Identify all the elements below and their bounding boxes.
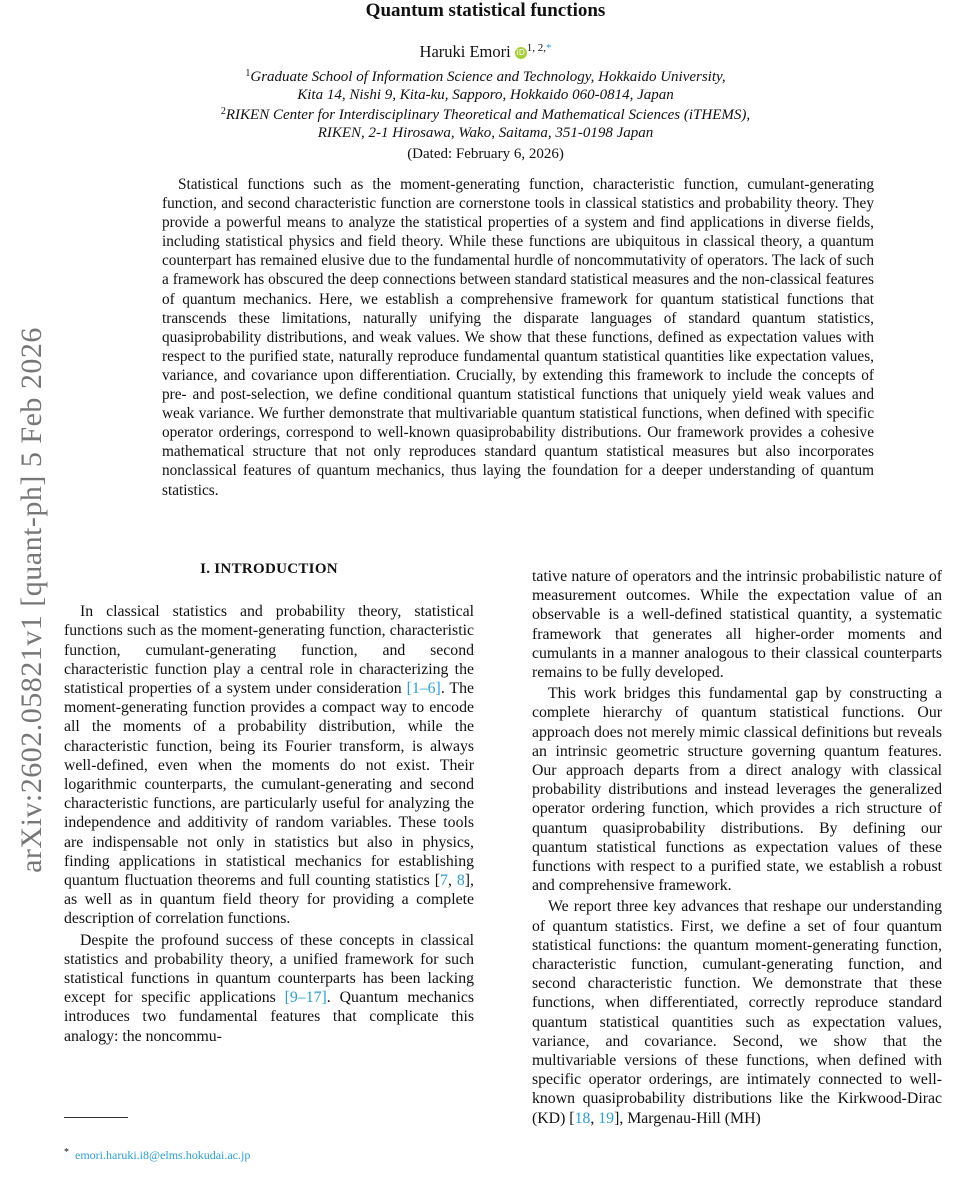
citation-link[interactable]: 7 bbox=[440, 872, 448, 890]
right-column bbox=[532, 567, 942, 1128]
citation-link[interactable]: [1–6] bbox=[406, 680, 441, 698]
author-name: Haruki Emori bbox=[419, 42, 511, 61]
author-footnote-link[interactable]: * bbox=[545, 42, 552, 54]
arxiv-identifier: arXiv:2602.05821v1 [quant-ph] 5 Feb 2026 bbox=[15, 327, 48, 873]
orcid-icon[interactable]: iD bbox=[516, 48, 525, 57]
affiliation-1-number: 1 bbox=[245, 68, 251, 79]
citation-link[interactable]: 18 bbox=[574, 1109, 591, 1127]
intro-paragraph-3: This work bridges this fundamental gap by constructing a complete hierarchy of quantum statistical functions. Our approach does not merely mimic classical definitions but reveals an intrinsic geometric structure governing quantum features. Our approach departs from a direct analogy with classical probability distributions and instead leverages the generalized operator ordering function, which provides a rich structure of quantum quasiprobability distributions. By defining our quantum statistical functions as expectation values of these functions with respect to a purified state, we establish a robust and comprehensive framework. bbox=[532, 685, 942, 895]
citation-link[interactable]: [9–17] bbox=[284, 989, 327, 1007]
affiliation-1-line-2: Kita 14, Nishi 9, Kita-ku, Sapporo, Hokkaido 060-0814, Japan bbox=[297, 87, 674, 103]
footnote-mark: * bbox=[64, 1147, 69, 1158]
intro-paragraph-2: Despite the profound success of these concepts in classical statistics and probability theory, a unified framework for such statistical functions in quantum counterparts has been lacking except for specific applications [9–17]. Quantum mechanics introduces two fundamental features that complicate this analogy: the noncommu- bbox=[64, 931, 474, 1045]
abstract: Statistical functions such as the moment-generating function, characteristic function, cumulant-generating function, and second characteristic function are cornerstone tools in classical statistics and probability theory. They provide a powerful means to analyze the statistical properties of a system and find applications in diverse fields, including statistical physics and field theory. While these functions are ubiquitous in classical theory, a quantum counterpart has remained elusive due to the fundamental hurdle of noncommutativity of operators. The lack of such a framework has obscured the deep connections between standard statistical measures and the non-classical features of quantum mechanics. Here, we establish a comprehensive framework for quantum statistical functions that transcends these limitations, naturally unifying the disparate languages of standard quantum statistics, quasiprobability distributions, and weak values. We show that these functions, defined as expectation values with respect to the purified state, naturally reproduce fundamental quantum statistical quantities like expectation values, variance, and covariance upon differentiation. Crucially, by extending this framework to include the concepts of pre- and post-selection, we define conditional quantum statistical functions that uniquely yield weak values and weak variance. We further demonstrate that multivariable quantum statistical functions, when defined with specific operator orderings, correspond to well-known quasiprobability distributions. Our framework provides a cohesive mathematical structure that not only reproduces standard quantum statistical measures but also incorporates nonclassical features of quantum mechanics, thus laying the foundation for a deeper understanding of quantum statistics. bbox=[162, 176, 874, 499]
citation-link[interactable]: 8 bbox=[456, 872, 465, 890]
affiliation-1-text: Graduate School of Information Science and Technology, Hokkaido University, bbox=[250, 69, 726, 85]
citation-link[interactable]: 19 bbox=[598, 1109, 615, 1127]
paper-title: Quantum statistical functions bbox=[365, 0, 606, 21]
email-link[interactable]: emori.haruki.i8@elms.hokudai.ac.jp bbox=[75, 1148, 251, 1162]
author-line bbox=[0, 42, 971, 62]
affiliation-2-number: 2 bbox=[220, 106, 226, 117]
intro-paragraph-4: We report three key advances that reshape our understanding of quantum statistics. First, we define a set of four quantum statistical functions: the quantum moment-generating function, characteristic function, cumulant-generating function, and second characteristic function. We demonstrate that these functions, when differentiated, correctly reproduce standard quantum statistical quantities such as expectation values, variance, and covariance. Second, we show that the multivariable versions of these functions, when defined with specific operator orderings, are intimately connected to well-known quasiprobability distributions like the Kirkwood-Dirac (KD) [18, 19], Margenau-Hill (MH) bbox=[532, 898, 942, 1127]
author-affiliation-marks: 1, 2, bbox=[526, 42, 546, 54]
section-heading-introduction: I. INTRODUCTION bbox=[200, 561, 338, 577]
affiliation-1-line-1 bbox=[0, 68, 971, 86]
intro-paragraph-2-continued: tative nature of operators and the intrinsic probabilistic nature of measurement outcomes. While the expectation value of an observable is a well-defined statistical quantity, a systematic framework that generates all higher-order moments and cumulants in a manner analogous to their classical counterparts remains to be fully developed. bbox=[532, 568, 942, 682]
left-column bbox=[64, 560, 474, 1046]
affiliation-2-line-1 bbox=[0, 106, 971, 124]
footnote bbox=[64, 1147, 250, 1163]
affiliation-2-line-2: RIKEN, 2-1 Hirosawa, Wako, Saitama, 351-0198 Japan bbox=[317, 125, 654, 141]
intro-paragraph-1: In classical statistics and probability theory, statistical functions such as the moment-generating function, characteristic function, cumulant-generating function, and second characteristic function play a central role in characterizing the statistical properties of a system under consideration [1–6]. The moment-generating function provides a compact way to encode all the moments of a probability distribution, while the characteristic function, being its Fourier transform, is always well-defined, even when the moments do not exist. Their logarithmic counterparts, the cumulant-generating and second characteristic functions, are particularly useful for analyzing the independence and additivity of random variables. These tools are indispensable not only in statistics but also in physics, finding applications in statistical mechanics for establishing quantum fluctuation theorems and full counting statistics [7, 8], as well as in quantum field theory for providing a complete description of correlation functions. bbox=[64, 603, 474, 928]
affiliation-2-text: RIKEN Center for Interdisciplinary Theoretical and Mathematical Sciences (iTHEMS), bbox=[225, 107, 751, 123]
dated-line: (Dated: February 6, 2026) bbox=[407, 146, 564, 162]
footnote-rule bbox=[64, 1117, 128, 1118]
